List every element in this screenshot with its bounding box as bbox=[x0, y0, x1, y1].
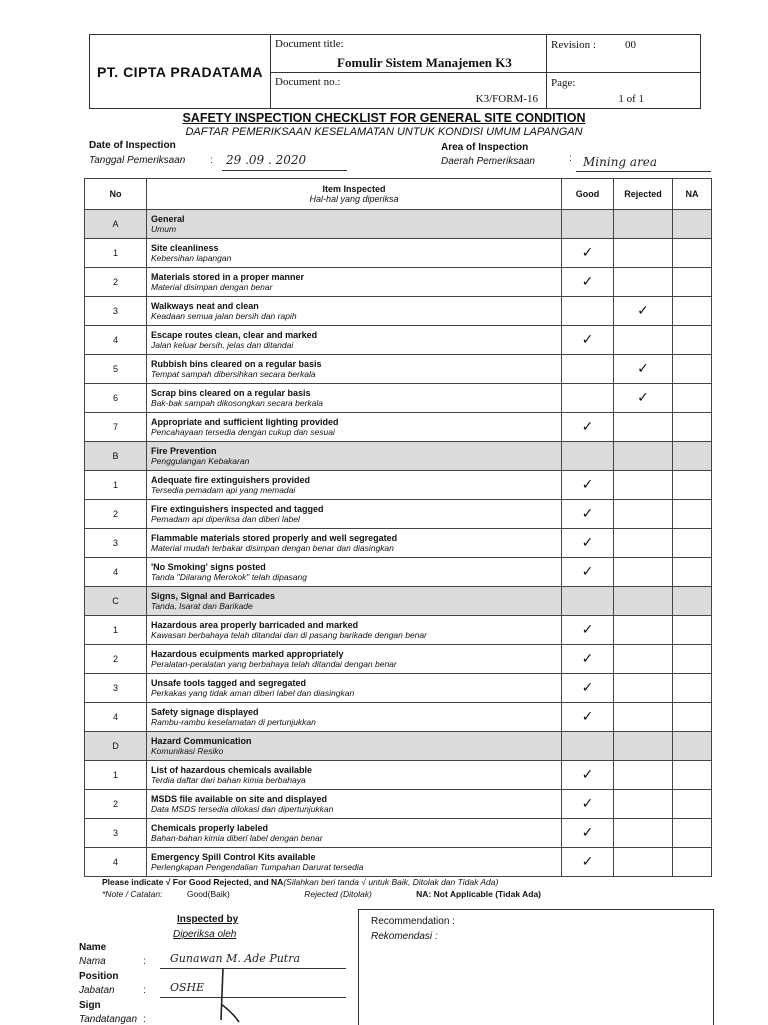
area-colon: : bbox=[569, 153, 572, 164]
good-cell[interactable] bbox=[562, 297, 614, 326]
row-number: 2 bbox=[85, 790, 147, 819]
row-number: 4 bbox=[85, 558, 147, 587]
rejected-cell[interactable] bbox=[614, 529, 673, 558]
rejected-cell[interactable] bbox=[614, 413, 673, 442]
table-row bbox=[85, 674, 712, 703]
good-cell[interactable] bbox=[562, 703, 614, 732]
row-number: 2 bbox=[85, 268, 147, 297]
section-row bbox=[85, 587, 712, 616]
position-value: OSHE bbox=[170, 981, 205, 994]
date-label: Date of Inspection bbox=[89, 140, 176, 151]
date-underline bbox=[222, 170, 347, 171]
rejected-cell[interactable] bbox=[614, 471, 673, 500]
name-label: Name bbox=[79, 942, 107, 953]
table-row bbox=[85, 326, 712, 355]
inspected-by-label: Inspected by bbox=[177, 914, 239, 925]
position-label-id: Jabatan bbox=[79, 985, 115, 996]
good-cell[interactable] bbox=[562, 848, 614, 877]
row-item: Flammable materials stored properly and well segregated Material mudah terbakar disimpan dengan benar dan diasingkan bbox=[147, 529, 562, 558]
section-title: Fire Prevention Penggulangan Kebakaran bbox=[147, 442, 562, 471]
section-row bbox=[85, 210, 712, 239]
check-icon: ✓ bbox=[581, 796, 594, 812]
na-cell[interactable] bbox=[673, 761, 712, 790]
check-icon: ✓ bbox=[581, 680, 594, 696]
recommendation-label: Recommendation : bbox=[371, 916, 455, 927]
table-row bbox=[85, 819, 712, 848]
row-number: 3 bbox=[85, 529, 147, 558]
check-icon: ✓ bbox=[637, 390, 649, 406]
table-row bbox=[85, 355, 712, 384]
na-cell[interactable] bbox=[673, 239, 712, 268]
rejected-cell[interactable] bbox=[614, 384, 673, 413]
page-value: 1 of 1 bbox=[618, 93, 644, 105]
na-cell[interactable] bbox=[673, 268, 712, 297]
good-cell[interactable] bbox=[562, 645, 614, 674]
date-label-id: Tanggal Pemeriksaan bbox=[89, 155, 186, 166]
rejected-cell[interactable] bbox=[614, 790, 673, 819]
rejected-cell[interactable] bbox=[614, 297, 673, 326]
check-icon: ✓ bbox=[581, 709, 594, 725]
row-number: 4 bbox=[85, 326, 147, 355]
doc-title-label: Document title: bbox=[275, 38, 344, 50]
table-row bbox=[85, 790, 712, 819]
position-colon: : bbox=[143, 985, 146, 996]
table-row bbox=[85, 761, 712, 790]
note-instruction: Please indicate √ For Good Rejected, and NA(Silahkan beri tanda √ untuk Baik, Ditolak dan Tidak Ada) bbox=[102, 877, 499, 887]
na-cell[interactable] bbox=[673, 674, 712, 703]
row-number: 1 bbox=[85, 616, 147, 645]
row-item: MSDS file available on site and displayed Data MSDS tersedia dilokasi dan dipertunjukkan bbox=[147, 790, 562, 819]
table-row bbox=[85, 239, 712, 268]
table-row bbox=[85, 268, 712, 297]
revision-label: Revision : bbox=[551, 39, 596, 51]
company-logo: PT. CIPTA PRADATAMA bbox=[90, 35, 271, 108]
good-cell[interactable] bbox=[562, 790, 614, 819]
row-item: Rubbish bins cleared on a regular basis Tempat sampah dibersihkan secara berkala bbox=[147, 355, 562, 384]
section-title: Hazard Communication Komunikasi Resiko bbox=[147, 732, 562, 761]
page-label: Page: bbox=[551, 77, 576, 89]
na-cell[interactable] bbox=[673, 471, 712, 500]
row-number: 7 bbox=[85, 413, 147, 442]
section-code: D bbox=[85, 732, 147, 761]
section-title: General Umum bbox=[147, 210, 562, 239]
section-code: B bbox=[85, 442, 147, 471]
signature-mark bbox=[205, 964, 245, 1024]
row-number: 3 bbox=[85, 819, 147, 848]
row-item: List of hazardous chemicals available Terdia daftar dari bahan kimia berbahaya bbox=[147, 761, 562, 790]
good-cell[interactable] bbox=[562, 471, 614, 500]
rejected-cell[interactable] bbox=[614, 848, 673, 877]
good-cell[interactable] bbox=[562, 268, 614, 297]
na-cell[interactable] bbox=[673, 645, 712, 674]
check-icon: ✓ bbox=[581, 477, 594, 493]
good-cell[interactable] bbox=[562, 326, 614, 355]
na-cell[interactable] bbox=[673, 558, 712, 587]
sign-label: Sign bbox=[79, 1000, 101, 1011]
check-icon: ✓ bbox=[581, 825, 594, 841]
col-na: NA bbox=[673, 179, 712, 210]
name-colon: : bbox=[143, 956, 146, 967]
rejected-cell[interactable] bbox=[614, 268, 673, 297]
na-cell[interactable] bbox=[673, 500, 712, 529]
area-label: Area of Inspection bbox=[441, 142, 529, 153]
rejected-cell[interactable] bbox=[614, 326, 673, 355]
sign-label-id: Tandatangan bbox=[79, 1014, 138, 1025]
row-number: 2 bbox=[85, 645, 147, 674]
row-item: Site cleanliness Kebersihan lapangan bbox=[147, 239, 562, 268]
section-row bbox=[85, 732, 712, 761]
na-cell[interactable] bbox=[673, 326, 712, 355]
check-icon: ✓ bbox=[581, 767, 594, 783]
table-row bbox=[85, 703, 712, 732]
good-cell[interactable] bbox=[562, 616, 614, 645]
row-item: Scrap bins cleared on a regular basis Bak-bak sampah dikosongkan secara berkala bbox=[147, 384, 562, 413]
check-icon: ✓ bbox=[581, 564, 594, 580]
row-item: Escape routes clean, clear and marked Jalan keluar bersih, jelas dan ditandai bbox=[147, 326, 562, 355]
table-row bbox=[85, 500, 712, 529]
na-cell[interactable] bbox=[673, 297, 712, 326]
document-header bbox=[89, 34, 701, 109]
na-cell[interactable] bbox=[673, 355, 712, 384]
row-number: 1 bbox=[85, 471, 147, 500]
good-cell[interactable] bbox=[562, 355, 614, 384]
col-item: Item Inspected Hal-hal yang diperiksa bbox=[147, 179, 562, 210]
row-item: Hazardous ecuipments marked appropriately Peralatan-peralatan yang berbahaya telah ditandai dengan benar bbox=[147, 645, 562, 674]
area-label-id: Daerah Pemeriksaan bbox=[441, 156, 535, 167]
table-row bbox=[85, 848, 712, 877]
check-icon: ✓ bbox=[581, 245, 594, 261]
check-icon: ✓ bbox=[581, 332, 594, 348]
rejected-cell[interactable] bbox=[614, 558, 673, 587]
doc-no: K3/FORM-16 bbox=[475, 93, 538, 105]
na-cell[interactable] bbox=[673, 848, 712, 877]
check-icon: ✓ bbox=[581, 274, 594, 290]
row-number: 1 bbox=[85, 239, 147, 268]
revision-value: 00 bbox=[625, 39, 636, 51]
sign-colon: : bbox=[143, 1014, 146, 1025]
table-row bbox=[85, 384, 712, 413]
row-number: 3 bbox=[85, 674, 147, 703]
doc-title: Fomulir Sistem Manajemen K3 bbox=[337, 55, 512, 70]
na-cell[interactable] bbox=[673, 819, 712, 848]
row-item: Adequate fire extinguishers provided Tersedia pemadam api yang memadai bbox=[147, 471, 562, 500]
row-number: 2 bbox=[85, 500, 147, 529]
check-icon: ✓ bbox=[581, 622, 594, 638]
check-icon: ✓ bbox=[581, 854, 594, 870]
table-row bbox=[85, 413, 712, 442]
row-item: Materials stored in a proper manner Material disimpan dengan benar bbox=[147, 268, 562, 297]
good-cell[interactable] bbox=[562, 819, 614, 848]
row-number: 5 bbox=[85, 355, 147, 384]
check-icon: ✓ bbox=[581, 651, 594, 667]
col-rejected: Rejected bbox=[614, 179, 673, 210]
section-row bbox=[85, 442, 712, 471]
good-cell[interactable] bbox=[562, 413, 614, 442]
revision-cell bbox=[547, 35, 700, 73]
row-item: 'No Smoking' signs posted Tanda "Dilarang Merokok" telah dipasang bbox=[147, 558, 562, 587]
row-item: Hazardous area properly barricaded and marked Kawasan berbahaya telah ditandai dan di pasang barikade dengan benar bbox=[147, 616, 562, 645]
page-cell bbox=[547, 73, 700, 108]
doc-info bbox=[271, 35, 547, 108]
row-number: 3 bbox=[85, 297, 147, 326]
row-number: 6 bbox=[85, 384, 147, 413]
table-row bbox=[85, 558, 712, 587]
row-item: Fire extinguishers inspected and tagged Pemadam api diperiksa dan diberi label bbox=[147, 500, 562, 529]
inspected-by-label-id: Diperiksa oleh bbox=[173, 929, 237, 940]
table-row bbox=[85, 645, 712, 674]
table-row bbox=[85, 616, 712, 645]
area-underline bbox=[576, 171, 711, 172]
check-icon: ✓ bbox=[637, 361, 649, 377]
table-row bbox=[85, 297, 712, 326]
page-subtitle: DAFTAR PEMERIKSAAN KESELAMATAN UNTUK KONDISI UMUM LAPANGAN bbox=[185, 126, 583, 138]
na-cell[interactable] bbox=[673, 703, 712, 732]
na-cell[interactable] bbox=[673, 413, 712, 442]
na-cell[interactable] bbox=[673, 384, 712, 413]
recommendation-label-id: Rekomendasi : bbox=[371, 931, 438, 942]
row-number: 4 bbox=[85, 703, 147, 732]
table-row bbox=[85, 529, 712, 558]
name-underline bbox=[160, 968, 346, 969]
rejected-cell[interactable] bbox=[614, 761, 673, 790]
position-underline bbox=[160, 997, 346, 998]
col-no: No bbox=[85, 179, 147, 210]
row-item: Safety signage displayed Rambu-rambu keselamatan di pertunjukkan bbox=[147, 703, 562, 732]
rejected-cell[interactable] bbox=[614, 819, 673, 848]
date-value: 29 .09 . 2020 bbox=[226, 153, 307, 167]
na-cell[interactable] bbox=[673, 790, 712, 819]
row-item: Emergency Spill Control Kits available Perlengkapan Pengendalian Tumpahan Darurat tersedia bbox=[147, 848, 562, 877]
area-value: Mining area bbox=[583, 155, 658, 169]
good-cell[interactable] bbox=[562, 674, 614, 703]
position-label: Position bbox=[79, 971, 119, 982]
note-legend: *Note / Catatan: Good(Baik) Rejected (Ditolak) NA: Not Applicable (Tidak Ada) bbox=[102, 889, 542, 899]
section-title: Signs, Signal and Barricades Tanda, Isarat dan Barikade bbox=[147, 587, 562, 616]
table-row bbox=[85, 471, 712, 500]
rejected-cell[interactable] bbox=[614, 500, 673, 529]
rejected-cell[interactable] bbox=[614, 645, 673, 674]
row-item: Appropriate and sufficient lighting provided Pencahayaan tersedia dengan cukup dan sesuai bbox=[147, 413, 562, 442]
section-code: C bbox=[85, 587, 147, 616]
page-title: SAFETY INSPECTION CHECKLIST FOR GENERAL SITE CONDITION bbox=[182, 111, 586, 125]
row-item: Walkways neat and clean Keadaan semua jalan bersih dan rapih bbox=[147, 297, 562, 326]
good-cell[interactable] bbox=[562, 558, 614, 587]
doc-no-label: Document no.: bbox=[275, 76, 341, 88]
recommendation-box bbox=[358, 909, 714, 1025]
good-cell[interactable] bbox=[562, 529, 614, 558]
good-cell[interactable] bbox=[562, 239, 614, 268]
rejected-cell[interactable] bbox=[614, 674, 673, 703]
row-item: Chemicals properly labeled Bahan-bahan kimia diberi label dengan benar bbox=[147, 819, 562, 848]
check-icon: ✓ bbox=[581, 506, 594, 522]
section-code: A bbox=[85, 210, 147, 239]
check-icon: ✓ bbox=[581, 419, 594, 435]
check-icon: ✓ bbox=[581, 535, 594, 551]
rejected-cell[interactable] bbox=[614, 239, 673, 268]
good-cell[interactable] bbox=[562, 500, 614, 529]
row-number: 1 bbox=[85, 761, 147, 790]
na-cell[interactable] bbox=[673, 529, 712, 558]
rejected-cell[interactable] bbox=[614, 616, 673, 645]
col-good: Good bbox=[562, 179, 614, 210]
good-cell[interactable] bbox=[562, 384, 614, 413]
name-label-id: Nama bbox=[79, 956, 106, 967]
checklist-table bbox=[84, 178, 712, 877]
good-cell[interactable] bbox=[562, 761, 614, 790]
rejected-cell[interactable] bbox=[614, 703, 673, 732]
check-icon: ✓ bbox=[637, 303, 649, 319]
row-number: 4 bbox=[85, 848, 147, 877]
date-colon: : bbox=[210, 155, 213, 166]
rejected-cell[interactable] bbox=[614, 355, 673, 384]
row-item: Unsafe tools tagged and segregated Perkakas yang tidak aman diberi label dan diasingkan bbox=[147, 674, 562, 703]
name-value: Gunawan M. Ade Putra bbox=[170, 952, 301, 965]
na-cell[interactable] bbox=[673, 616, 712, 645]
